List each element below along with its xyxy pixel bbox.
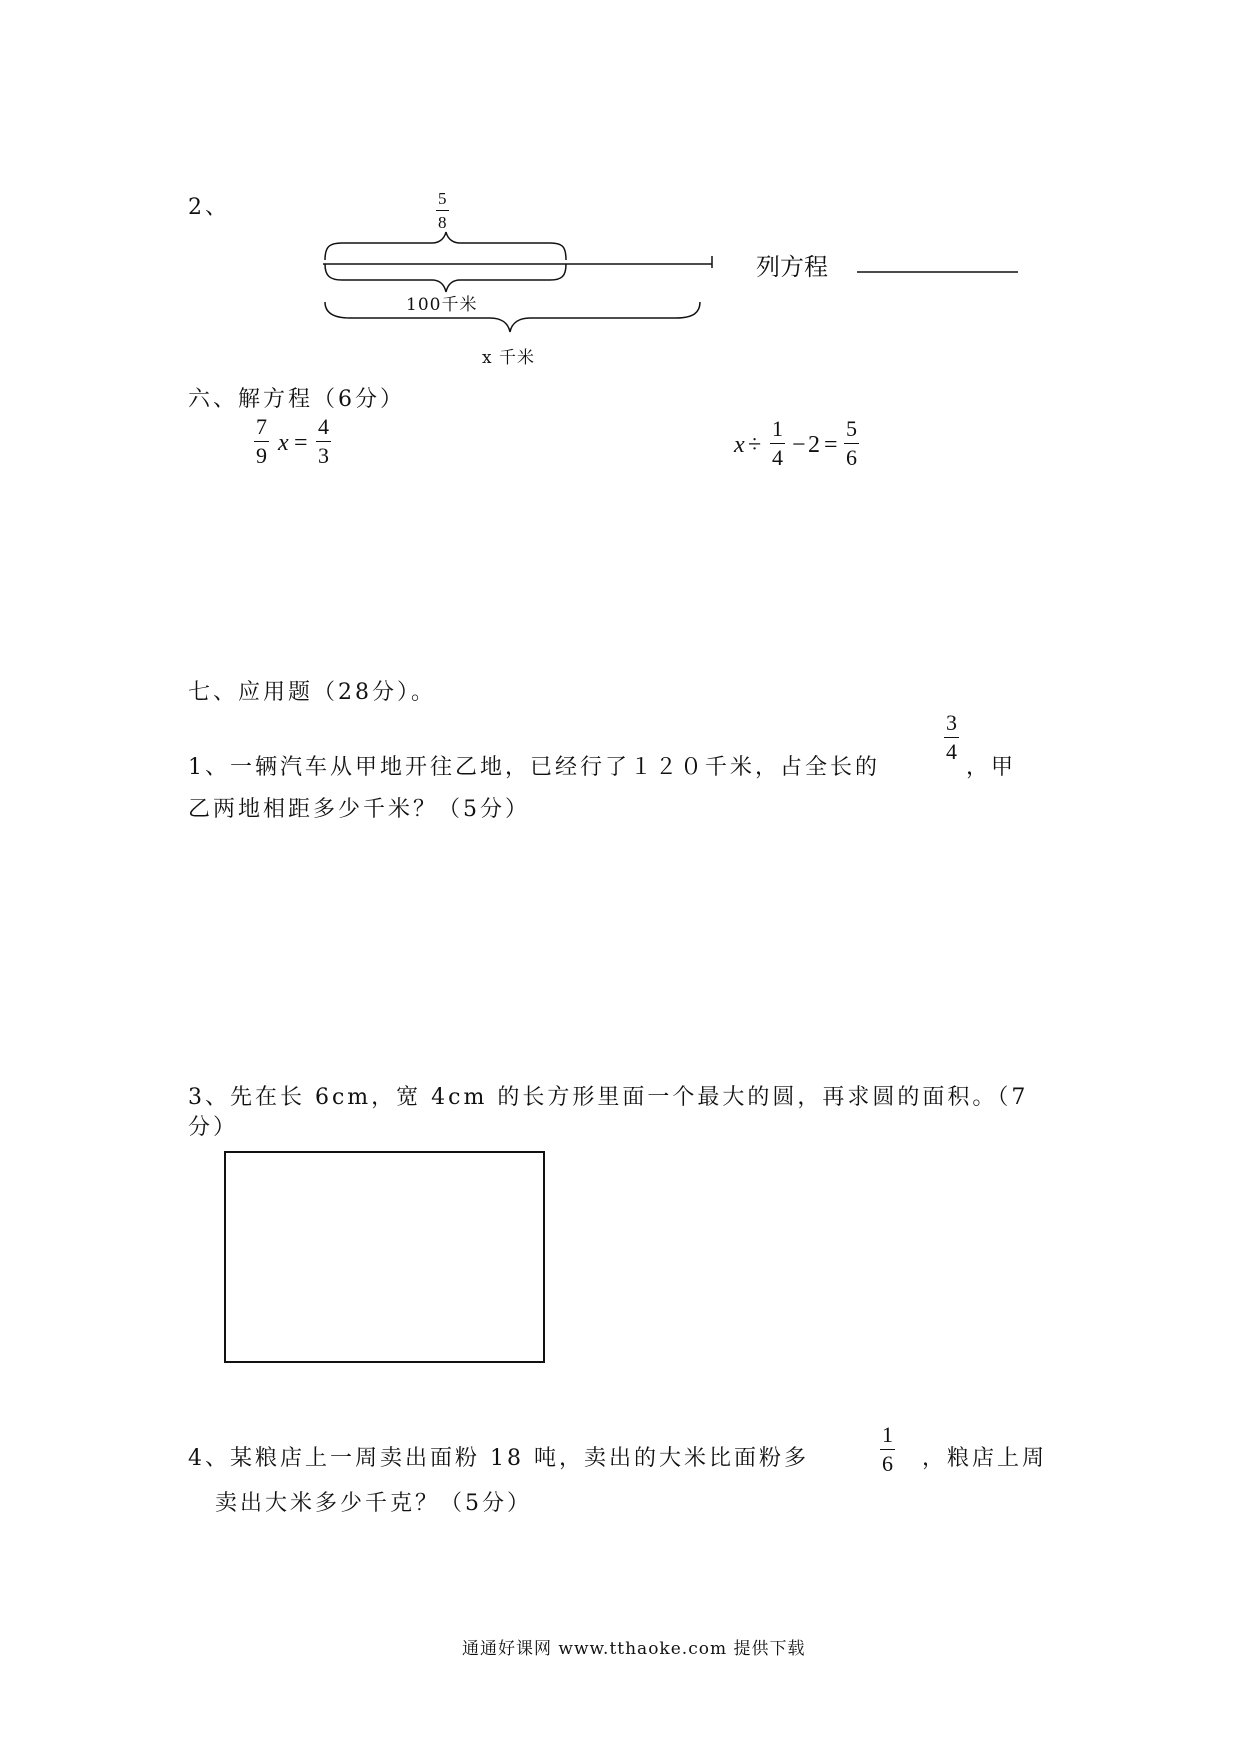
eq2-variable: x: [734, 432, 745, 458]
fraction-denominator: 3: [318, 443, 329, 468]
problem4-line2: 卖出大米多少千克？（5分）: [215, 1491, 532, 1516]
eq2-fraction-1-4: [770, 418, 785, 469]
fraction-denominator: 6: [846, 445, 857, 470]
fraction-numerator: 4: [316, 416, 331, 442]
eq2-minus: −: [792, 432, 806, 458]
fraction-numerator: 5: [844, 418, 859, 444]
problem3-line1: 3、先在长 6cm，宽 4cm 的长方形里面一个最大的圆，再求圆的面积。（7: [188, 1085, 1029, 1110]
section7-heading: 七、应用题（28分）。: [188, 680, 436, 705]
q2-equation-label: 列方程: [756, 253, 828, 281]
eq1-equals: =: [294, 430, 308, 456]
eq1-fraction-4-3: [316, 416, 331, 467]
fraction-denominator: 6: [882, 1451, 893, 1476]
fraction-denominator: 9: [256, 443, 267, 468]
q2-label-100km: 100千米: [406, 295, 478, 315]
eq2-two: 2: [808, 432, 820, 458]
problem1-line1-end: ，甲: [966, 755, 1017, 780]
top-brace: [325, 232, 566, 260]
q2-bar-diagram: [0, 0, 1240, 400]
eq1-variable: x: [278, 430, 289, 456]
section6-heading: 六、解方程（6分）: [188, 387, 405, 412]
problem3-line2: 分）: [188, 1115, 239, 1140]
fraction-numerator: 1: [880, 1424, 895, 1450]
section6-equation-2: [734, 418, 894, 482]
problem4-line1: 4、某粮店上一周卖出面粉 18 吨，卖出的大米比面粉多: [188, 1446, 809, 1471]
q2-number: 2、: [188, 195, 230, 220]
eq2-divide: ÷: [748, 432, 762, 458]
problem1-line1: 1、一辆汽车从甲地开往乙地，已经行了１２０千米，占全长的: [188, 755, 880, 780]
problem4-line1-end: ，粮店上周: [922, 1446, 1048, 1471]
q2-label-xkm: x 千米: [482, 348, 535, 368]
rectangle-drawing-box: [224, 1151, 545, 1363]
problem1-line2: 乙两地相距多少千米？（5分）: [188, 797, 530, 822]
fraction-numerator: 5: [436, 190, 449, 211]
lower-brace-100km: [325, 264, 566, 292]
eq1-fraction-7-9: [254, 416, 269, 467]
fraction-denominator: 4: [772, 445, 783, 470]
problem4-fraction: [880, 1424, 895, 1475]
page-footer: 通通好课网 www.tthaoke.com 提供下载: [462, 1639, 806, 1659]
fraction-numerator: 3: [944, 712, 959, 738]
big-brace-xkm: [325, 302, 700, 332]
eq2-equals: =: [824, 432, 838, 458]
fraction-numerator: 7: [254, 416, 269, 442]
fraction-denominator: 8: [438, 213, 447, 232]
fraction-denominator: 4: [946, 739, 957, 764]
problem1-fraction: [944, 712, 959, 763]
eq2-fraction-5-6: [844, 418, 859, 469]
fraction-numerator: 1: [770, 418, 785, 444]
